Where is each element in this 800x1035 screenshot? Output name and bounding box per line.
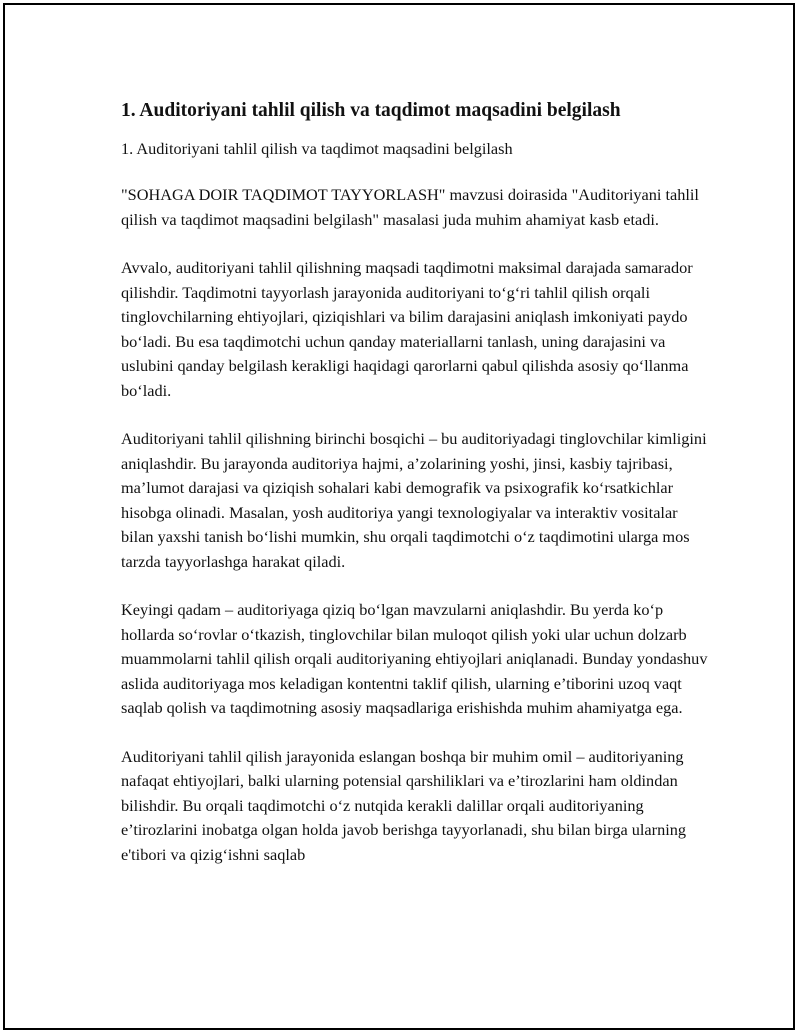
paragraph-objections: Auditoriyani tahlil qilish jarayonida eslangan boshqa bir muhim omil – auditoriyaning nafaqat ehtiyojlari, balki ularning potensial qarshiliklari va e’tirozlarini ham oldindan bilishdir. Bu orqali taqdimotchi o‘z nutqida kerakli dalillar orqali auditoriyaning e’tirozlarini inobatga olgan holda javob berishga tayyorlanadi, shu bilan birga ularning e'tibori va qizig‘ishni saqlab	[121, 746, 687, 864]
paragraph-purpose: Avvalo, auditoriyani tahlil qilishning maqsadi taqdimotni maksimal darajada samarador qilishdir. Taqdimotni tayyorlash jarayonida auditoriyani to‘g‘ri tahlil qilish orqali tinglovchilarning ehtiyojlari, qiziqishlari va bilim darajasini aniqlash imkoniyati paydo bo‘ladi. Bu esa taqdimotchi uchun qanday materiallarni tanlash, uning darajasini va uslubini qanday belgilash kerakligi haqidagi qarorlarni qabul qilishda asosiy qo‘llanma bo‘ladi.	[121, 258, 693, 400]
document-body	[121, 97, 711, 891]
paragraph-next-step: Keyingi qadam – auditoriyaga qiziq bo‘lgan mavzularni aniqlashdir. Bu yerda ko‘p hollarda so‘rovlar o‘tkazish, tinglovchilar bilan muloqot qilish yoki ular uchun dolzarb muammolarni tahlil qilish orqali auditoriyaning ehtiyojlari aniqlanadi. Bunday yondashuv aslida auditoriyaga mos keladigan kontentni taklif qilish, ularning e’tiborini uzoq vaqt saqlab qolish va taqdimotning asosiy maqsadlariga erishishda muhim ahamiyatga ega.	[121, 600, 708, 717]
section-subtitle: 1. Auditoriyani tahlil qilish va taqdimot maqsadini belgilash	[121, 139, 513, 158]
paragraph-intro: "SOHAGA DOIR TAQDIMOT TAYYORLASH" mavzusi doirasida "Auditoriyani tahlil qilish va taqdimot maqsadini belgilash" masalasi juda muhim ahamiyat kasb etadi.	[121, 185, 699, 229]
page-title: 1. Auditoriyani tahlil qilish va taqdimot maqsadini belgilash	[121, 100, 621, 121]
paragraph-first-stage: Auditoriyani tahlil qilishning birinchi bosqichi – bu auditoriyadagi tinglovchilar kimligini aniqlashdir. Bu jarayonda auditoriya hajmi, a’zolarining yoshi, jinsi, kasbiy tajribasi, ma’lumot darajasi va qiziqish sohalari kabi demografik va psixografik ko‘rsatkichlar hisobga olinadi. Masalan, yosh auditoriya yangi texnologiyalar va interaktiv vositalar bilan yaxshi tanish bo‘lishi mumkin, shu orqali taqdimotchi o‘z taqdimotini ularga mos tarzda tayyorlashga harakat qiladi.	[121, 429, 707, 571]
page-frame	[3, 3, 795, 1030]
